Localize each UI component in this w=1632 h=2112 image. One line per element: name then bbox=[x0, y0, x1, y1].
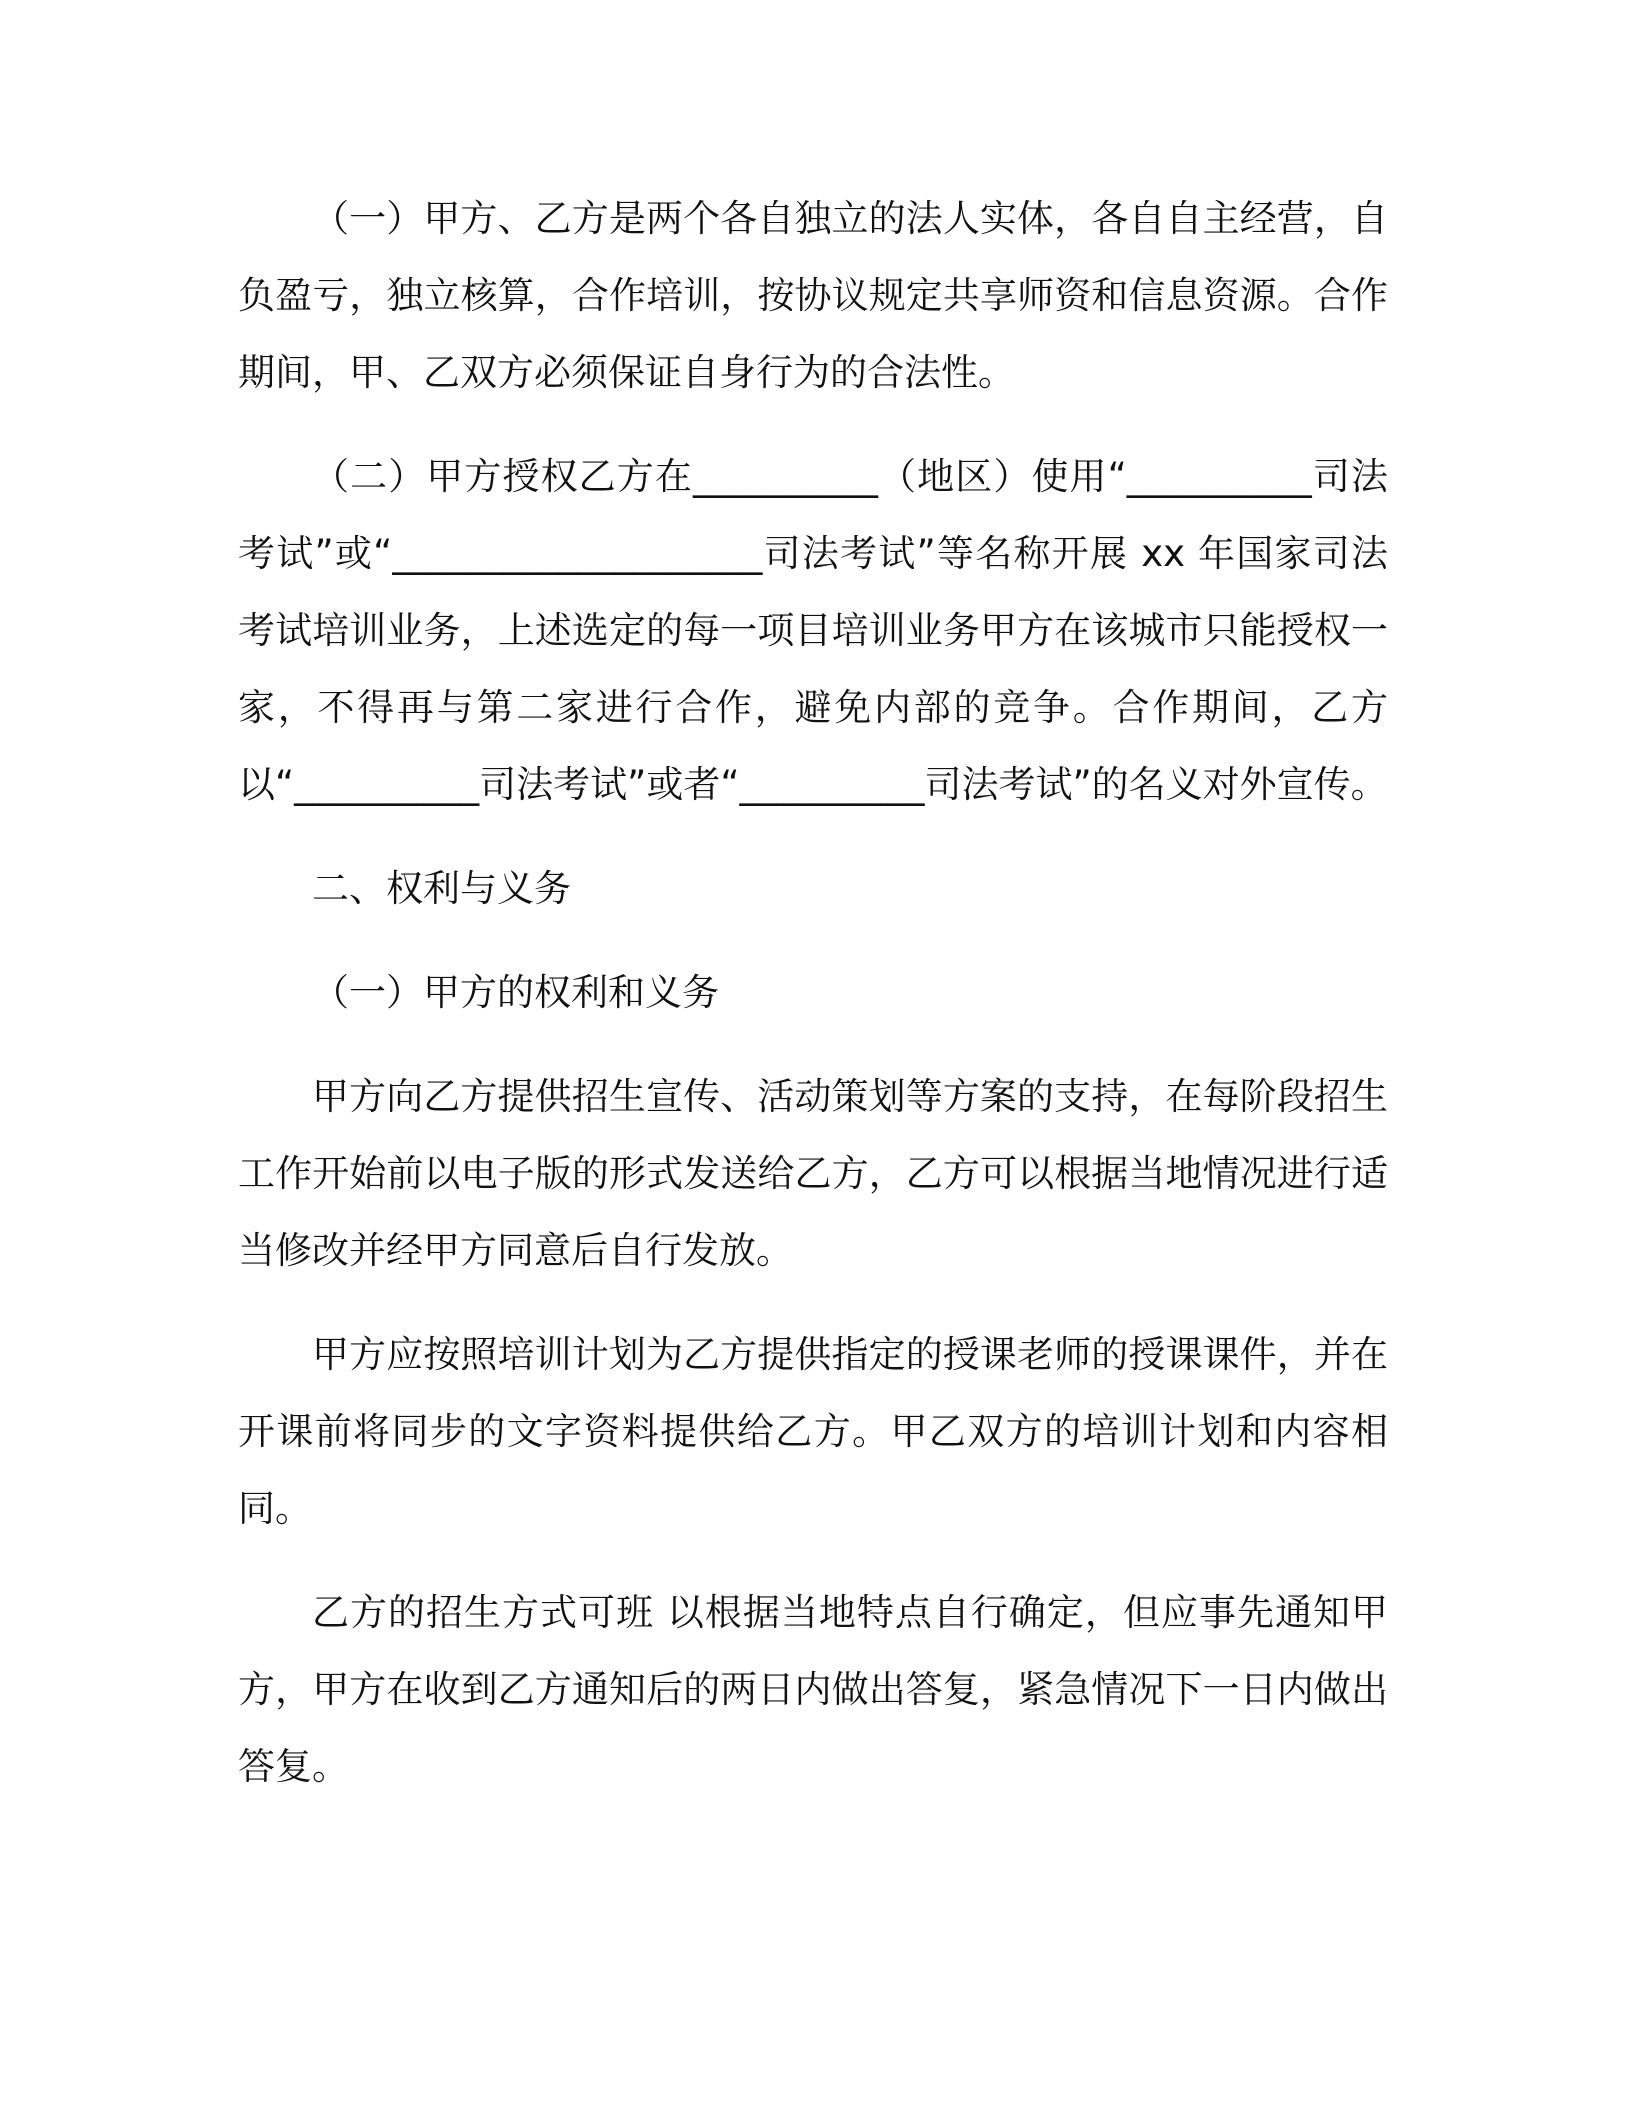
paragraph-party-a-courseware: 甲方应按照培训计划为乙方提供指定的授课老师的授课课件，并在开课前将同步的文字资料提供给乙方。甲乙双方的培训计划和内容相同。 bbox=[238, 1333, 1388, 1530]
subheading-party-a-rights: （一）甲方的权利和义务 bbox=[312, 971, 719, 1014]
paragraph-party-a-support: 甲方向乙方提供招生宣传、活动策划等方案的支持，在每阶段招生工作开始前以电子版的形式发送给乙方，乙方可以根据当地情况进行适当修改并经甲方同意后自行发放。 bbox=[238, 1075, 1388, 1272]
paragraph-party-b-enrollment: 乙方的招生方式可班 以根据当地特点自行确定，但应事先通知甲方，甲方在收到乙方通知后的两日内做出答复，紧急情况下一日内做出答复。 bbox=[238, 1591, 1388, 1788]
paragraph-cooperation-nature: （一）甲方、乙方是两个各自独立的法人实体，各自自主经营，自负盈亏，独立核算，合作培训，按协议规定共享师资和信息资源。合作期间，甲、乙双方必须保证自身行为的合法性。 bbox=[238, 197, 1388, 394]
section-heading-rights-obligations: 二、权利与义务 bbox=[312, 867, 571, 910]
document-body bbox=[238, 180, 1388, 1805]
paragraph-authorization: （二）甲方授权乙方在__________（地区）使用“__________司法考试”或“____________________司法考试”等名称开展 xx 年国家司法考试培训业务，上述选定的每一项目培训业务甲方在该城市只能授权一家，不得再与第二家进行合作，避免内部的竞争。合作期间，乙方以“__________司法考试”或者“__________司法考试”的名义对外宣传。 bbox=[238, 455, 1388, 806]
